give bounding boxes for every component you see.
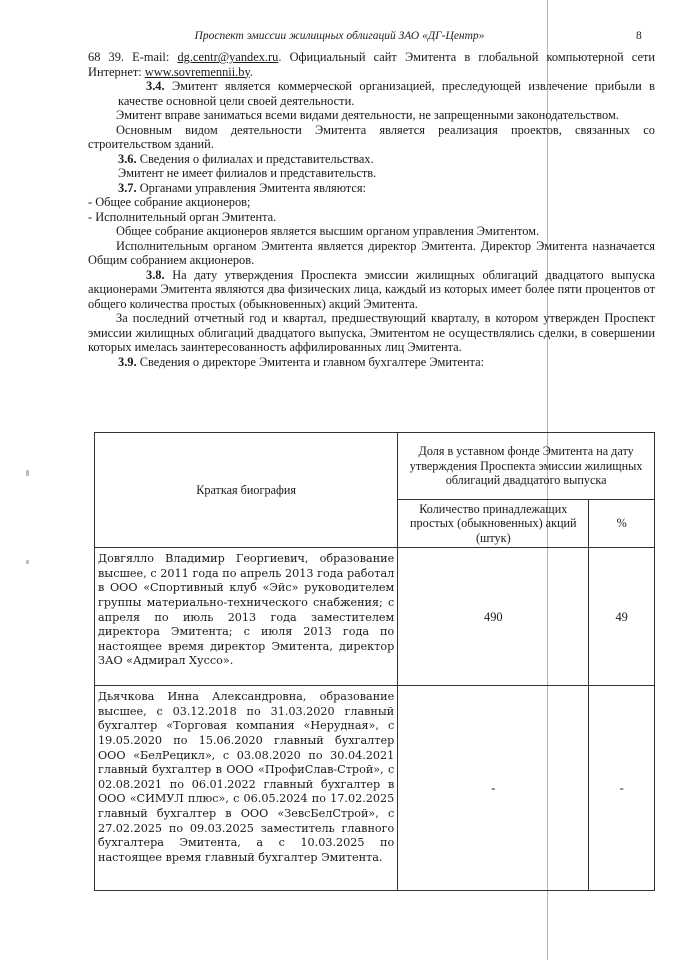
scan-speck xyxy=(26,470,29,476)
section-3-7-p1: Общее собрание акционеров является высшим органом управления Эмитентом. xyxy=(116,224,540,238)
qty-cell: 490 xyxy=(398,548,589,686)
contacts-paragraph xyxy=(88,50,655,79)
table-row xyxy=(95,686,655,891)
email-link[interactable]: dg.centr@yandex.ru xyxy=(177,50,279,64)
pct-cell: 49 xyxy=(589,548,655,686)
section-3-8-p2: За последний отчетный год и квартал, предшествующий кварталу, в котором утвержден Проспект эмиссии жилищных облигаций двадцатого выпуска, Эмитентом не осуществлялись сделки, в совершении которых имелась заинтересованность аффилированных лиц Эмитента. xyxy=(88,311,655,354)
section-title: Сведения о филиалах и представительствах. xyxy=(136,151,374,166)
section-3-7-title xyxy=(118,181,655,196)
section-3-4-p1 xyxy=(88,79,655,108)
scan-speck xyxy=(26,560,29,564)
contacts-prefix: 68 39. E-mail: xyxy=(88,50,178,64)
section-text: На дату утверждения Проспекта эмиссии жилищных облигаций двадцатого выпуска акционерами Эмитента являются два физических лица, каждый из которых имеет более пяти процентов от общего количества простых (обыкновенных) акций Эмитента. xyxy=(88,267,655,311)
section-3-4-p2: Эмитент вправе заниматься всеми видами деятельности, не запрещенными законодательством. xyxy=(116,108,619,122)
section-number: 3.4. xyxy=(146,79,165,93)
bio-cell: Дьячкова Инна Александровна, образование высшее, с 03.12.2018 по 31.03.2020 главный бухгалтер «Торговая компания «Нерудная», с 19.05.2020 по 15.06.2020 главный бухгалтер ООО «БелРецикл», с 03.08.2020 по 30.04.2021 главный бухгалтер в ООО «ПрофиСлав-Строй», с 02.08.2021 по 06.01.2022 главный бухгалтер в ООО «СИМУЛ плюс», с 06.05.2024 по 17.02.2025 главный бухгалтер в ООО «ЗевсБелСтрой», с 27.02.2025 по 09.03.2025 заместитель главного бухгалтера Эмитента, а с 10.03.2025 по настоящее время главный бухгалтер Эмитента. xyxy=(95,686,398,891)
bio-cell: Довгялло Владимир Георгиевич, образование высшее, с 2011 года по апрель 2013 года работал в ООО «Спортивный клуб «Эйс» руководителем группы материально-технического снабжения; с апреля по июль 2013 года заместителем директора Эмитента; с июля 2013 года по настоящее время директор Эмитента, директор ЗАО «Адмирал Хуссо». xyxy=(95,548,398,686)
header-pct: % xyxy=(589,500,655,548)
section-number: 3.9. xyxy=(118,354,137,369)
table-row xyxy=(95,548,655,686)
section-text: Эмитент является коммерческой организацией, преследующей извлечение прибыли в качестве основной цели своей деятельности. xyxy=(118,79,655,108)
section-title: Органами управления Эмитента являются: xyxy=(136,180,366,195)
contacts-end: . xyxy=(249,64,253,79)
header-bio: Краткая биография xyxy=(95,433,398,548)
header-share: Доля в уставном фонде Эмитента на дату утверждения Проспекта эмиссии жилищных облигаций двадцатого выпуска xyxy=(398,433,655,500)
section-3-7-p2: Исполнительным органом Эмитента является директор Эмитента. Директор Эмитента назначается Общим собранием акционеров. xyxy=(88,238,655,267)
section-number: 3.7. xyxy=(118,180,137,195)
section-3-4-p3: Основным видом деятельности Эмитента является реализация проектов, связанных со строительством зданий. xyxy=(88,122,655,151)
section-3-7-item-2: - Исполнительный орган Эмитента. xyxy=(88,209,277,224)
section-3-6-p1: Эмитент не имеет филиалов и представительств. xyxy=(118,166,377,180)
contacts-suffix: . Официальный сайт Эмитента в глобальной компьютерной сети Интернет: xyxy=(88,50,655,79)
director-accountant-table xyxy=(94,432,655,891)
page-number: 8 xyxy=(636,30,642,42)
section-number: 3.6. xyxy=(118,151,137,166)
section-title: Сведения о директоре Эмитента и главном бухгалтере Эмитента: xyxy=(136,354,485,369)
header-qty: Количество принадлежащих простых (обыкновенных) акций (штук) xyxy=(398,500,589,548)
qty-cell: - xyxy=(398,686,589,891)
running-header: Проспект эмиссии жилищных облигаций ЗАО «ДГ-Центр» xyxy=(194,30,485,42)
pct-cell: - xyxy=(589,686,655,891)
section-number: 3.8. xyxy=(146,267,165,282)
section-3-6-title xyxy=(118,152,655,167)
body-text xyxy=(88,50,655,369)
table-header-row xyxy=(95,433,655,500)
section-3-8-p1 xyxy=(88,268,655,312)
section-3-9-title xyxy=(118,355,655,370)
website-link[interactable]: www.sovremennii.by xyxy=(144,64,250,79)
section-3-7-item-1: - Общее собрание акционеров; xyxy=(88,195,251,209)
